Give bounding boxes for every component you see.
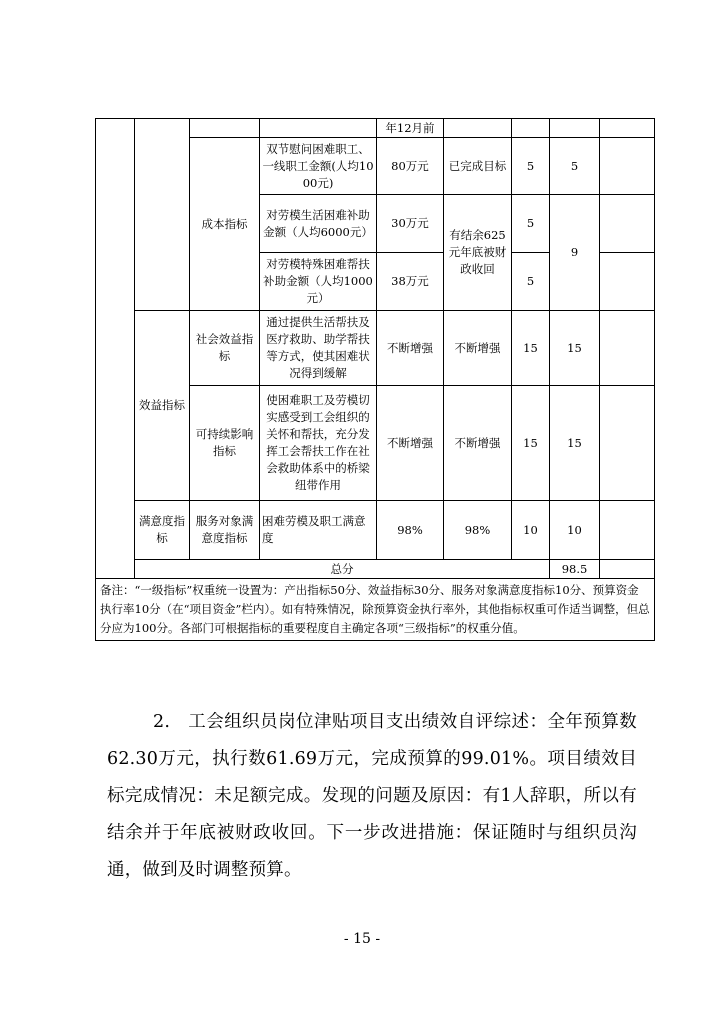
satisfaction-score: 10 [550, 501, 600, 560]
table-row [96, 579, 655, 641]
satisfaction-desc: 困难劳模及职工满意度 [260, 501, 377, 560]
table-row [96, 119, 655, 138]
sustain-target: 不断增强 [377, 386, 444, 501]
table-cell-blank [600, 119, 655, 138]
cost-item2-target: 30万元 [377, 195, 444, 253]
social-weight: 15 [512, 311, 550, 386]
table-cell-blank [260, 119, 377, 138]
benefit-level1-cell: 效益指标 [135, 311, 190, 501]
table-cell-blank [96, 119, 135, 579]
cost-score-merged: 9 [550, 195, 600, 311]
satisfaction-weight: 10 [512, 501, 550, 560]
social-desc: 通过提供生活帮扶及医疗救助、助学帮扶等方式，使其困难状况得到缓解 [260, 311, 377, 386]
table-cell-blank [600, 311, 655, 386]
summary-text: 2. 工会组织员岗位津贴项目支出绩效自评综述：全年预算数62.30万元，执行数61.69万元，完成预算的99.01%。项目绩效目标完成情况：未足额完成。发现的问题及原因：有1人辞职，所以有结余并于年底被财政收回。下一步改进措施：保证随时与组织员沟通，做到及时调整预算。 [107, 712, 637, 880]
cost-actual-merged: 有结余625元年底被财政收回 [444, 195, 512, 311]
satisfaction-category-cell: 服务对象满意度指标 [190, 501, 260, 560]
cost-item3-desc: 对劳模特殊困难帮扶补助金额（人均1000元） [260, 253, 377, 311]
cost-item2-desc: 对劳模生活困难补助金额（人均6000元） [260, 195, 377, 253]
cost-item3-target: 38万元 [377, 253, 444, 311]
social-target: 不断增强 [377, 311, 444, 386]
table-cell-blank [600, 386, 655, 501]
cost-category-cell: 成本指标 [190, 138, 260, 311]
social-category-cell: 社会效益指标 [190, 311, 260, 386]
cost-item1-desc: 双节慰问困难职工、一线职工金额(人均1000元) [260, 138, 377, 195]
table-note: 备注：“一级指标”权重统一设置为：产出指标50分、效益指标30分、服务对象满意度指标10分、预算资金执行率10分（在“项目资金”栏内）。如有特殊情况，除预算资金执行率外，其他指标权重可作适当调整，但总分应为100分。各部门可根据指标的重要程度自主确定各项“三级指标”的权重分值。 [96, 579, 655, 641]
social-score: 15 [550, 311, 600, 386]
table-cell-blank [600, 195, 655, 253]
sustain-desc: 使困难职工及劳模切实感受到工会组织的关怀和帮扶，充分发挥工会帮扶工作在社会救助体系中的桥梁纽带作用 [260, 386, 377, 501]
table-row [96, 311, 655, 386]
total-label: 总分 [135, 560, 550, 579]
performance-table [95, 118, 655, 641]
table-cell-blank [512, 119, 550, 138]
table-row [96, 560, 655, 579]
social-actual: 不断增强 [444, 311, 512, 386]
satisfaction-level1-cell: 满意度指标 [135, 501, 190, 560]
table-cell-blank [190, 119, 260, 138]
cost-item1-score: 5 [550, 138, 600, 195]
table-cell-blank [444, 119, 512, 138]
table-cell-blank [135, 119, 190, 311]
cost-item1-actual: 已完成目标 [444, 138, 512, 195]
table-cell-blank [600, 501, 655, 560]
cost-item1-weight: 5 [512, 138, 550, 195]
sustain-score: 15 [550, 386, 600, 501]
sustain-actual: 不断增强 [444, 386, 512, 501]
satisfaction-target: 98% [377, 501, 444, 560]
cost-item3-weight: 5 [512, 253, 550, 311]
cost-item1-target: 80万元 [377, 138, 444, 195]
table-cell-blank [600, 253, 655, 311]
cost-item2-weight: 5 [512, 195, 550, 253]
table-cell-blank [600, 560, 655, 579]
satisfaction-actual: 98% [444, 501, 512, 560]
table-cell-blank [600, 138, 655, 195]
table-cell-blank [550, 119, 600, 138]
deadline-cell: 年12月前 [377, 119, 444, 138]
sustain-weight: 15 [512, 386, 550, 501]
summary-paragraph [107, 704, 637, 889]
page-number: - 15 - [343, 931, 381, 947]
total-score: 98.5 [550, 560, 600, 579]
table-row [96, 501, 655, 560]
sustain-category-cell: 可持续影响指标 [190, 386, 260, 501]
